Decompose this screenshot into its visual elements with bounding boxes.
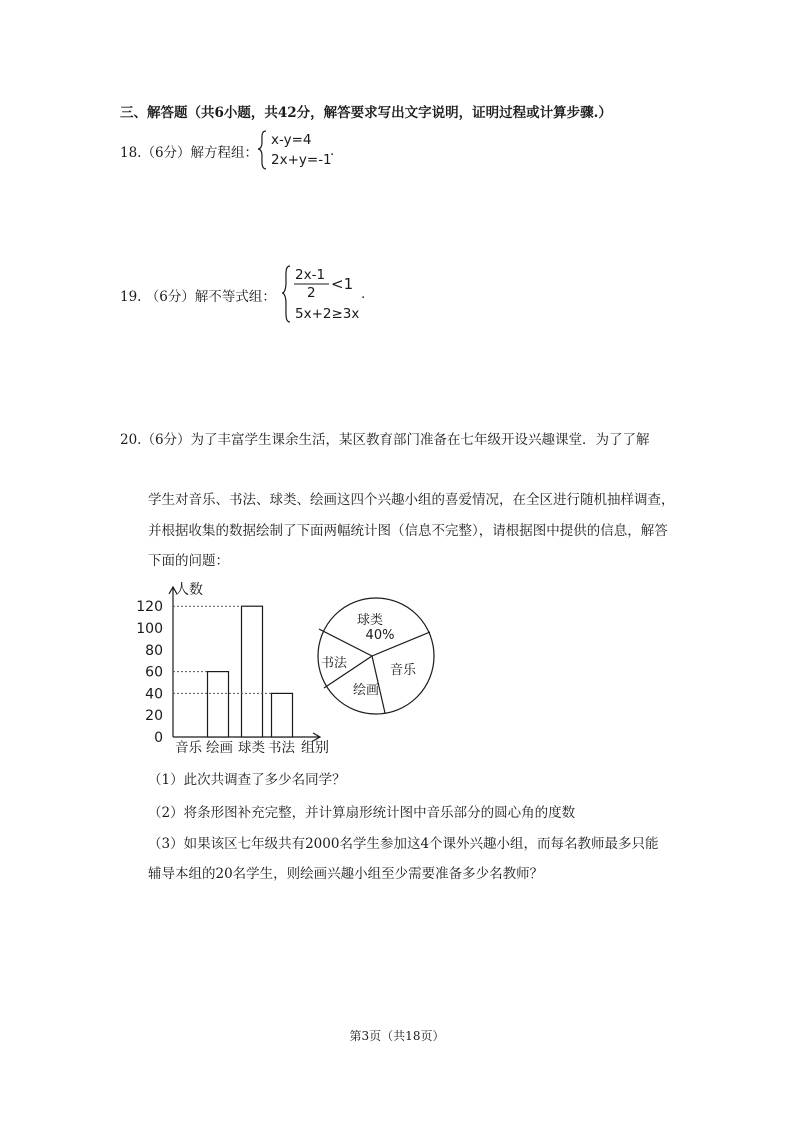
pie-slice-percent: 40%	[365, 628, 395, 643]
q19-frac-den: 2	[307, 285, 316, 301]
y-tick-label: 60	[145, 664, 163, 681]
q19-suffix: .	[361, 286, 366, 302]
y-tick-label: 80	[145, 642, 163, 659]
q18-prefix: 18.（6分）解方程组：	[120, 145, 259, 161]
q18-eq2: 2x+y=-1	[271, 152, 332, 168]
pie-slice-label: 书法	[320, 656, 348, 671]
x-tick-label: 书法	[268, 740, 295, 756]
page-footer: 第3页（共18页）	[349, 1029, 445, 1043]
bar-2	[242, 606, 263, 737]
q20-line-4: 下面的问题：	[148, 553, 229, 569]
q20-sub-1: （1）此次共调查了多少名同学？	[148, 772, 346, 788]
x-axis-label: 组别	[301, 740, 329, 756]
q18-equation-system	[258, 128, 348, 172]
pie-chart	[310, 590, 445, 725]
y-tick-label: 100	[136, 621, 163, 637]
q20-sub-3-line-2: 辅导本组的20名学生，则绘画兴趣小组至少需要准备多少名教师？	[148, 866, 544, 882]
y-tick-label: 0	[154, 730, 163, 746]
bar-1	[208, 672, 229, 737]
q19-frac-num: 2x-1	[295, 267, 326, 283]
section-title: 三、解答题（共6小题，共42分，解答要求写出文字说明，证明过程或计算步骤.）	[120, 105, 612, 121]
y-tick-label: 40	[145, 686, 163, 703]
pie-slice-label: 球类	[356, 613, 384, 628]
bar-chart	[130, 575, 340, 760]
q19-ineq2: 5x+2≥3x	[295, 306, 360, 322]
q20-sub-3-line-1: （3）如果该区七年级共有2000名学生参加这4个课外兴趣小组，而每名教师最多只能	[148, 836, 659, 852]
q20-sub-2: （2）将条形图补充完整，并计算扇形统计图中音乐部分的圆心角的度数	[148, 805, 576, 821]
q19-inequality-system	[282, 262, 382, 328]
left-brace-icon	[258, 131, 266, 169]
y-axis-label: 人数	[175, 582, 203, 598]
left-brace-icon	[282, 266, 290, 322]
x-tick-label: 音乐	[175, 740, 202, 756]
x-tick-label: 绘画	[206, 740, 233, 756]
x-tick-label: 球类	[238, 740, 265, 756]
q19-prefix: 19. （6分）解不等式组：	[120, 289, 276, 305]
y-tick-label: 20	[145, 708, 163, 725]
q20-line-3: 并根据收集的数据绘制了下面两幅统计图（信息不完整），请根据图中提供的信息，解答	[148, 523, 668, 539]
q20-line-2: 学生对音乐、书法、球类、绘画这四个兴趣小组的喜爱情况，在全区进行随机抽样调查，	[148, 492, 675, 508]
pie-slice-label: 绘画	[352, 683, 380, 698]
y-tick-label: 120	[136, 599, 163, 616]
q19-ineq1-tail: <1	[331, 275, 354, 293]
bar-3	[272, 693, 293, 737]
q20-line-1: 20.（6分）为了丰富学生课余生活，某区教育部门准备在七年级开设兴趣课堂．为了了解	[120, 432, 650, 448]
q18-eq1: x-y=4	[271, 132, 312, 148]
pie-slice-label: 音乐	[389, 663, 417, 678]
q18-suffix: .	[330, 143, 335, 159]
